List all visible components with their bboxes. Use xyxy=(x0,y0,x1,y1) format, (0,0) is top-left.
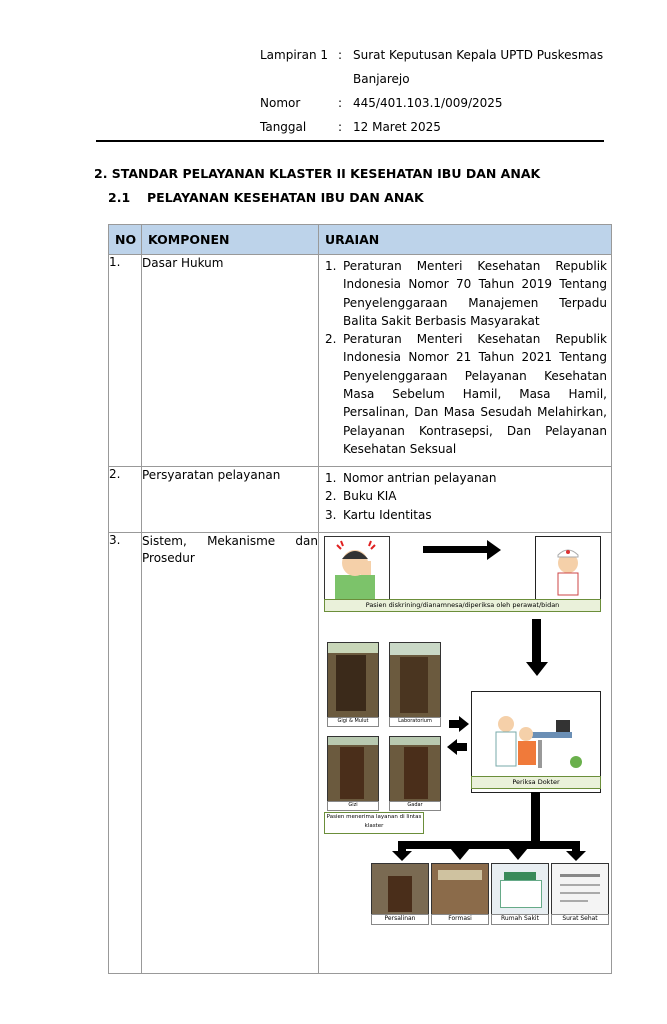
header-uraian: URAIAN xyxy=(319,225,612,255)
arrow-left-small-head xyxy=(447,739,457,755)
standar-pelayanan-table xyxy=(108,224,612,974)
room-gizi-photo xyxy=(327,736,379,802)
arrow-left-small xyxy=(457,743,467,751)
row-number: 2. xyxy=(109,467,142,533)
lampiran-value-line2: Banjarejo xyxy=(353,72,410,86)
room-gigi-photo xyxy=(327,642,379,718)
outcome-formasi-label: Formasi xyxy=(431,914,489,925)
arrow-right xyxy=(423,546,487,553)
branch-stem xyxy=(572,841,580,851)
outcome-surat-sehat-label: Surat Sehat xyxy=(551,914,609,925)
service-flowchart xyxy=(319,533,611,973)
branch-bar xyxy=(398,841,580,849)
room-lab-label: Laboratorium xyxy=(389,717,441,727)
row-komponen: Persyaratan pelayanan xyxy=(142,467,319,533)
arrow-right-small-head xyxy=(459,716,469,732)
branch-stem xyxy=(398,841,406,851)
nomor-label: Nomor xyxy=(260,96,301,110)
table-header-row xyxy=(109,225,612,255)
lampiran-value-line1: Surat Keputusan Kepala UPTD Puskesmas xyxy=(353,48,604,62)
tanggal-label: Tanggal xyxy=(260,120,307,134)
colon: : xyxy=(338,96,343,110)
lintas-caption: Pasien menerima layanan di lintas klaster xyxy=(324,812,424,834)
outcome-persalinan-label: Persalinan xyxy=(371,914,429,925)
room-gizi-label: Gizi xyxy=(327,801,379,811)
room-gadar-photo xyxy=(389,736,441,802)
lampiran-header xyxy=(260,48,620,138)
outcome-formasi-photo xyxy=(431,863,489,917)
row-komponen: Dasar Hukum xyxy=(142,255,319,467)
table-row xyxy=(109,255,612,467)
lampiran-label: Lampiran 1 xyxy=(260,48,329,62)
list-item: 2. Peraturan Menteri Kesehatan Republik Indonesia Nomor 21 Tahun 2021 Tentang Penyelenggaraan Pelayanan Kesehatan Masa Sebelum Hamil, Masa Hamil, Persalinan, Dan Masa Sesudah Melahirkan, Pelayanan Kontrasepsi, Dan Pelayanan Kesehatan Seksual xyxy=(325,332,607,456)
colon: : xyxy=(338,120,343,134)
room-gigi-label: Gigi & Mulut xyxy=(327,717,379,727)
header-komponen: KOMPONEN xyxy=(142,225,319,255)
flowchart-cell xyxy=(319,533,612,974)
header-divider xyxy=(96,140,604,142)
arrow-right-head xyxy=(487,540,501,560)
row-number: 3. xyxy=(109,533,142,974)
list-item: 1. Peraturan Menteri Kesehatan Republik Indonesia Nomor 70 Tahun 2019 Tentang Penyelenggaraan Manajemen Terpadu Balita Sakit Berbasis Masyarakat xyxy=(325,259,607,328)
list-item: 3. Kartu Identitas xyxy=(325,507,432,522)
step1-caption: Pasien diskrining/dianamnesa/diperiksa oleh perawat/bidan xyxy=(324,599,601,612)
outcome-rumah-sakit-photo xyxy=(491,863,549,917)
room-lab-photo xyxy=(389,642,441,718)
branch-arrow-head xyxy=(566,851,586,861)
arrow-down-branch xyxy=(531,792,540,844)
table-row xyxy=(109,467,612,533)
room-gadar-label: Gadar xyxy=(389,801,441,811)
branch-arrow-head xyxy=(450,848,470,860)
subsection-number: 2.1 xyxy=(108,190,131,205)
list-item: 2. Buku KIA xyxy=(325,489,397,504)
branch-arrow-head xyxy=(392,851,412,861)
arrow-down xyxy=(532,619,541,663)
branch-arrow-head xyxy=(508,848,528,860)
subsection-title: PELAYANAN KESEHATAN IBU DAN ANAK xyxy=(147,190,424,205)
row-uraian xyxy=(319,255,612,467)
colon: : xyxy=(338,48,343,62)
nomor-value: 445/401.103.1/009/2025 xyxy=(353,96,503,110)
row-uraian xyxy=(319,467,612,533)
outcome-rumah-sakit-label: Rumah Sakit xyxy=(491,914,549,925)
table-row xyxy=(109,533,612,974)
list-item: 1. Nomor antrian pelayanan xyxy=(325,471,497,485)
outcome-surat-sehat-photo xyxy=(551,863,609,917)
nurse-illustration xyxy=(535,536,601,600)
doctor-caption: Periksa Dokter xyxy=(471,776,601,789)
header-no: NO xyxy=(109,225,142,255)
arrow-down-head xyxy=(526,662,548,676)
arrow-right-small xyxy=(449,720,459,728)
row-komponen: Sistem, Mekanisme dan Prosedur xyxy=(142,533,319,974)
patient-illustration xyxy=(324,536,390,600)
outcome-persalinan-photo xyxy=(371,863,429,917)
tanggal-value: 12 Maret 2025 xyxy=(353,120,441,134)
row-number: 1. xyxy=(109,255,142,467)
section-title: 2. STANDAR PELAYANAN KLASTER II KESEHATAN IBU DAN ANAK xyxy=(94,166,541,181)
